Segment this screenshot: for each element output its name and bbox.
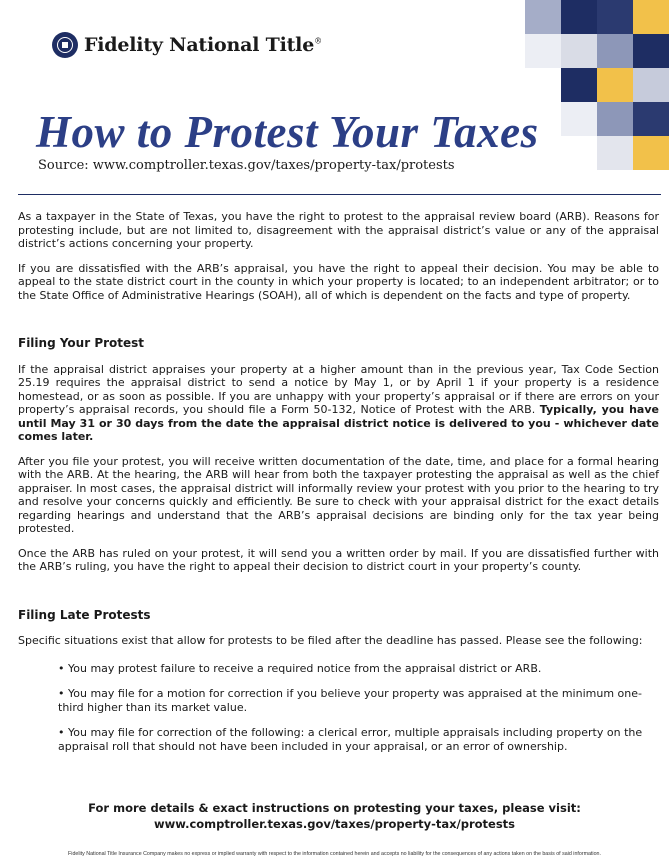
source-line: Source: www.comptroller.texas.gov/taxes/property-tax/protests (38, 158, 455, 173)
visit-url: www.comptroller.texas.gov/taxes/property-tax/protests (153, 817, 516, 831)
list-item: • You may file for a motion for correction if you believe your property was appraised at the minimum one-third higher than its market value. (58, 687, 642, 714)
filing-paragraph-2: After you file your protest, you will receive written documentation of the date, time, and place for a formal hearing with the ARB. At the hearing, the ARB will hear from both the taxpayer protesting the appraisal as well as the chief appraiser. In most cases, the appraisal district will informally review your protest with you prior to the hearing to try and resolve your concerns quickly and efficiently. Be sure to check with your appraisal district for the exact details regarding hearings and understand that the ARB’s appraisal decisions are binding only for the tax year being protested. (18, 454, 659, 535)
document-body (18, 210, 659, 765)
trademark-symbol: ® (314, 36, 322, 46)
intro-paragraph-2: If you are dissatisfied with the ARB’s appraisal, you have the right to appeal their decision. You may be able to appeal to the state district court in the county in which your property is located; to an independent arbitrator; or to the State Office of Administrative Hearings (SOAH), all of which is dependent on the facts and type of property. (18, 261, 659, 302)
late-protests-intro: Specific situations exist that allow for protests to be filed after the deadline has passed. Please see the following: (18, 634, 643, 647)
intro-paragraph-1: As a taxpayer in the State of Texas, you have the right to protest to the appraisal review board (ARB). Reasons for protesting include, but are not limited to, disagreement with the appraisal district’s value or any of the appraisal district’s actions concerning your property. (18, 210, 659, 250)
deadline-emphasis: Typically, you have until May 31 or 30 days from the date the appraisal district notice is delivered to you - whichever date comes later. (18, 403, 659, 443)
filing-paragraph-3: Once the ARB has ruled on your protest, it will send you a written order by mail. If you are dissatisfied further with the ARB’s ruling, you have the right to appeal their decision to district court in your property’s county. (18, 546, 659, 573)
legal-disclaimer: Fidelity National Title Insurance Company makes no express or implied warranty with respect to the information contained herein and accepts no liability for the consequences of any actions taken on the basis of said information. (68, 851, 601, 857)
visit-text: For more details & exact instructions on protesting your taxes, please visit: (88, 801, 581, 815)
company-name: Fidelity National Title (84, 34, 315, 56)
page-title: How to Protest Your Taxes (36, 107, 539, 157)
late-protests-list (18, 662, 659, 754)
section-heading-filing-protest: Filing Your Protest (18, 336, 145, 350)
fnt-seal-icon (52, 32, 78, 58)
visit-callout (0, 800, 669, 832)
section-heading-late-protests: Filing Late Protests (18, 607, 151, 622)
filing-paragraph-1: If the appraisal district appraises your property at a higher amount than in the previous year, Tax Code Section 25.19 requires the appraisal district to send a notice by May 1, or by April 1 if your property is a residence homestead, or as soon as possible. If you are unhappy with your property’s appraisal or if there are errors on your property’s appraisal records, you should file a Form 50-132, Notice of Protest with the ARB. Typically, you have until May 31 or 30 days from the date the appraisal district notice is delivered to you - whichever date comes later. (18, 362, 659, 443)
list-item: • You may file for correction of the following: a clerical error, multiple appraisals including property on the appraisal roll that should not have been included in your appraisal, or an error of ownership. (58, 726, 643, 753)
header-divider (18, 194, 661, 195)
list-item: • You may protest failure to receive a required notice from the appraisal district or ARB. (58, 661, 542, 675)
company-logo (52, 32, 322, 58)
decorative-tile-mosaic (489, 0, 669, 200)
